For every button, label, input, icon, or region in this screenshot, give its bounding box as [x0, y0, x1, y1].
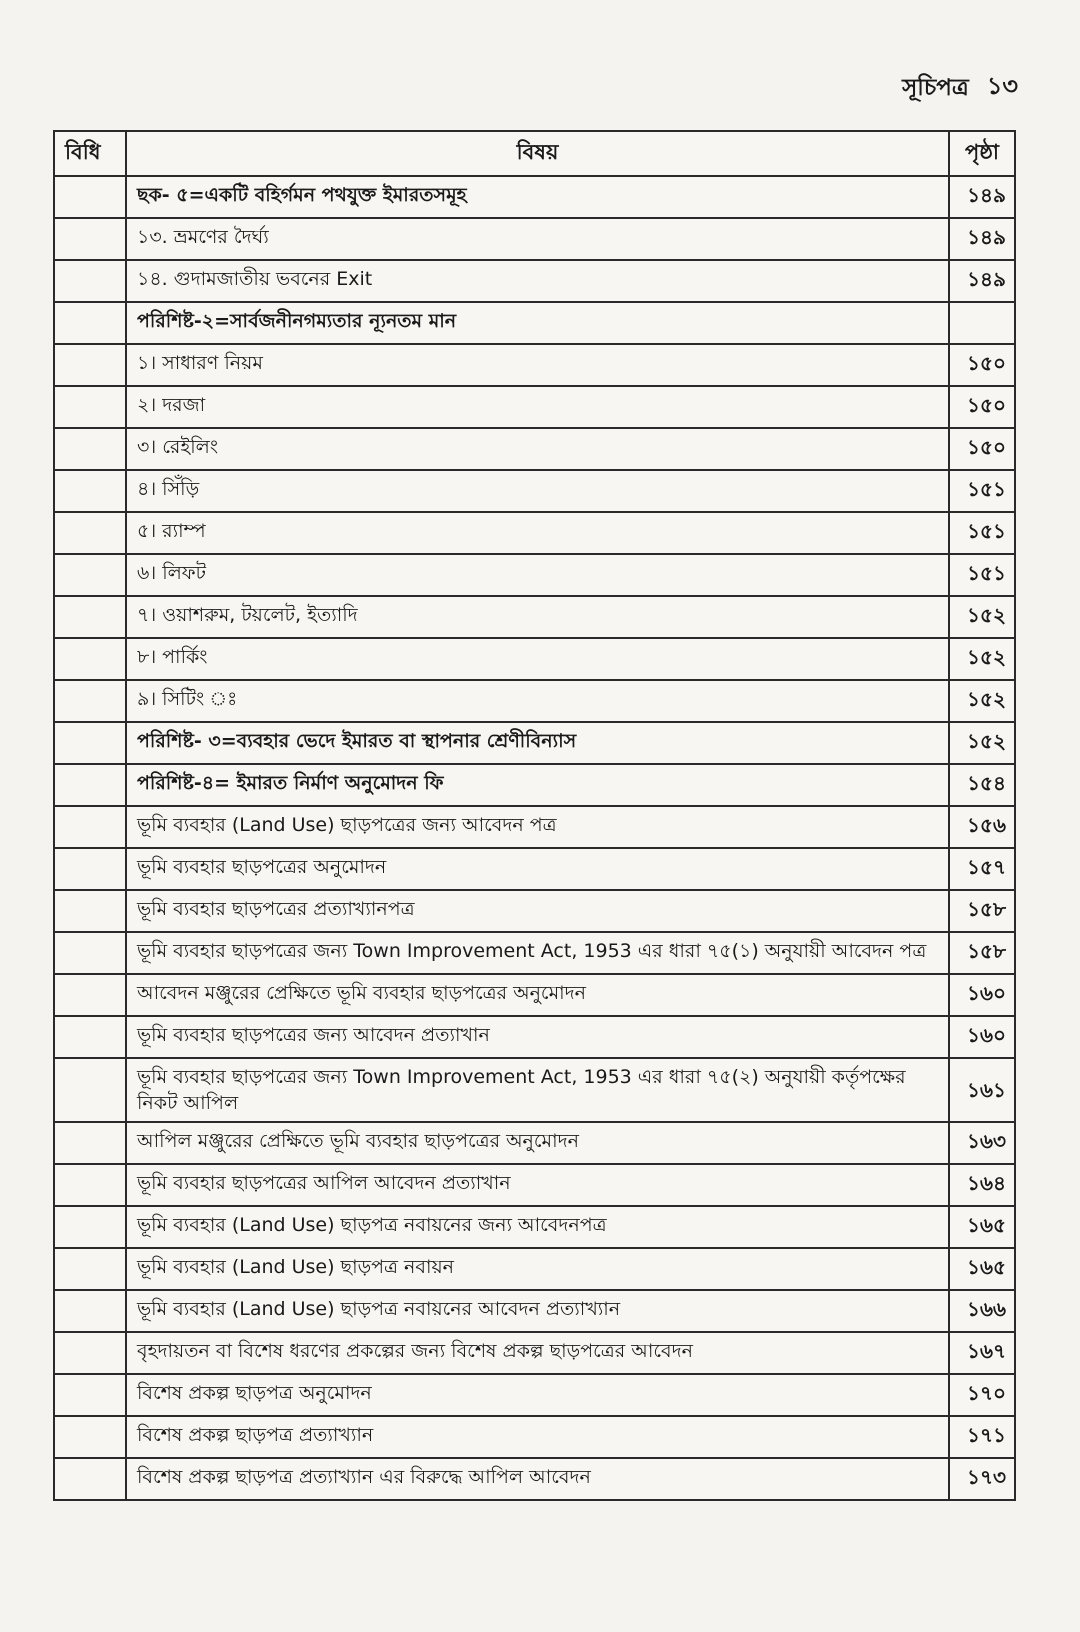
cell-topic: ১৩. ভ্রমণের দৈর্ঘ্য	[126, 218, 949, 260]
cell-page: ১৫১	[949, 554, 1015, 596]
table-header-row	[54, 131, 1015, 176]
cell-page: ১৬০	[949, 1016, 1015, 1058]
cell-topic: ভূমি ব্যবহার ছাড়পত্রের প্রত্যাখ্যানপত্র	[126, 890, 949, 932]
cell-topic: ৫। র‍্যাম্প	[126, 512, 949, 554]
cell-topic: ভূমি ব্যবহার ছাড়পত্রের আপিল আবেদন প্রত্যাখান	[126, 1164, 949, 1206]
cell-rule	[54, 806, 126, 848]
cell-rule	[54, 218, 126, 260]
cell-page: ১৬৩	[949, 1122, 1015, 1164]
cell-page: ১৫৭	[949, 848, 1015, 890]
table-row	[54, 890, 1015, 932]
table-of-contents	[53, 130, 1016, 1501]
cell-page: ১৭১	[949, 1416, 1015, 1458]
cell-rule	[54, 1058, 126, 1122]
cell-rule	[54, 1374, 126, 1416]
cell-topic: ৭। ওয়াশরুম, টয়লেট, ইত্যাদি	[126, 596, 949, 638]
cell-rule	[54, 596, 126, 638]
page-header	[902, 68, 1018, 108]
cell-topic: ৮। পার্কিং	[126, 638, 949, 680]
table-row	[54, 1458, 1015, 1500]
table-row	[54, 176, 1015, 218]
table-row	[54, 1016, 1015, 1058]
cell-page: ১৫৬	[949, 806, 1015, 848]
table-row	[54, 806, 1015, 848]
table-row	[54, 512, 1015, 554]
cell-rule	[54, 428, 126, 470]
cell-page: ১৬৫	[949, 1206, 1015, 1248]
table-row	[54, 1332, 1015, 1374]
table-row	[54, 1374, 1015, 1416]
table-row	[54, 1290, 1015, 1332]
cell-rule	[54, 1016, 126, 1058]
cell-page: ১৪৯	[949, 260, 1015, 302]
cell-topic: ৩। রেইলিং	[126, 428, 949, 470]
cell-topic: পরিশিষ্ট-২=সার্বজনীনগম্যতার ন্যূনতম মান	[126, 302, 949, 344]
cell-rule	[54, 848, 126, 890]
table-row	[54, 680, 1015, 722]
cell-rule	[54, 764, 126, 806]
cell-rule	[54, 638, 126, 680]
cell-rule	[54, 722, 126, 764]
table-row	[54, 722, 1015, 764]
cell-topic: আপিল মঞ্জুরের প্রেক্ষিতে ভূমি ব্যবহার ছাড়পত্রের অনুমোদন	[126, 1122, 949, 1164]
cell-page: ১৫৪	[949, 764, 1015, 806]
table-row	[54, 1058, 1015, 1122]
table-row	[54, 470, 1015, 512]
cell-topic: ভূমি ব্যবহার ছাড়পত্রের জন্য Town Improvement Act, 1953 এর ধারা ৭৫(২) অনুযায়ী কর্তৃপক্ষের নিকট আপিল	[126, 1058, 949, 1122]
table-row	[54, 848, 1015, 890]
cell-rule	[54, 932, 126, 974]
cell-rule	[54, 344, 126, 386]
cell-topic: পরিশিষ্ট- ৩=ব্যবহার ভেদে ইমারত বা স্থাপনার শ্রেণীবিন্যাস	[126, 722, 949, 764]
cell-rule	[54, 1206, 126, 1248]
cell-page: ১৬৬	[949, 1290, 1015, 1332]
cell-rule	[54, 1248, 126, 1290]
table-row	[54, 386, 1015, 428]
cell-page: ১৫০	[949, 344, 1015, 386]
cell-page: ১৫০	[949, 428, 1015, 470]
table-row	[54, 638, 1015, 680]
cell-page: ১৬৫	[949, 1248, 1015, 1290]
cell-page: ১৫৮	[949, 932, 1015, 974]
table-row	[54, 260, 1015, 302]
cell-topic: ভূমি ব্যবহার (Land Use) ছাড়পত্র নবায়নের জন্য আবেদনপত্র	[126, 1206, 949, 1248]
table-row	[54, 302, 1015, 344]
table-row	[54, 554, 1015, 596]
cell-page: ১৫৮	[949, 890, 1015, 932]
table-row	[54, 218, 1015, 260]
cell-topic: ২। দরজা	[126, 386, 949, 428]
cell-rule	[54, 1290, 126, 1332]
cell-topic: পরিশিষ্ট-৪= ইমারত নির্মাণ অনুমোদন ফি	[126, 764, 949, 806]
cell-topic: ১৪. গুদামজাতীয় ভবনের Exit	[126, 260, 949, 302]
table-row	[54, 764, 1015, 806]
column-header-topic: বিষয়	[126, 131, 949, 176]
cell-topic: বিশেষ প্রকল্প ছাড়পত্র প্রত্যাখ্যান	[126, 1416, 949, 1458]
cell-rule	[54, 176, 126, 218]
table-row	[54, 428, 1015, 470]
table-row	[54, 1122, 1015, 1164]
cell-page: ১৪৯	[949, 218, 1015, 260]
cell-topic: ভূমি ব্যবহার (Land Use) ছাড়পত্রের জন্য আবেদন পত্র	[126, 806, 949, 848]
column-header-rule: বিধি	[54, 131, 126, 176]
cell-topic: ছক- ৫=একটি বহির্গমন পথযুক্ত ইমারতসমূহ	[126, 176, 949, 218]
cell-topic: বিশেষ প্রকল্প ছাড়পত্র প্রত্যাখ্যান এর বিরুদ্ধে আপিল আবেদন	[126, 1458, 949, 1500]
cell-topic: ভূমি ব্যবহার ছাড়পত্রের জন্য আবেদন প্রত্যাখান	[126, 1016, 949, 1058]
cell-page: ১৫২	[949, 680, 1015, 722]
cell-topic: ভূমি ব্যবহার (Land Use) ছাড়পত্র নবায়নের আবেদন প্রত্যাখ্যান	[126, 1290, 949, 1332]
table-body	[54, 176, 1015, 1500]
cell-rule	[54, 1164, 126, 1206]
cell-topic: ভূমি ব্যবহার (Land Use) ছাড়পত্র নবায়ন	[126, 1248, 949, 1290]
table-row	[54, 1248, 1015, 1290]
cell-rule	[54, 554, 126, 596]
section-title: সূচিপত্র	[902, 75, 969, 101]
cell-page: ১৫২	[949, 638, 1015, 680]
cell-page: ১৫২	[949, 596, 1015, 638]
cell-rule	[54, 1122, 126, 1164]
table-row	[54, 1206, 1015, 1248]
cell-rule	[54, 890, 126, 932]
cell-page: ১৬৭	[949, 1332, 1015, 1374]
cell-topic: ১। সাধারণ নিয়ম	[126, 344, 949, 386]
cell-rule	[54, 260, 126, 302]
cell-page: ১৫০	[949, 386, 1015, 428]
cell-page: ১৬০	[949, 974, 1015, 1016]
table-row	[54, 344, 1015, 386]
cell-page: ১৫১	[949, 512, 1015, 554]
cell-rule	[54, 1332, 126, 1374]
table-row	[54, 974, 1015, 1016]
cell-rule	[54, 470, 126, 512]
cell-rule	[54, 386, 126, 428]
cell-rule	[54, 680, 126, 722]
cell-topic: বিশেষ প্রকল্প ছাড়পত্র অনুমোদন	[126, 1374, 949, 1416]
cell-page: ১৭০	[949, 1374, 1015, 1416]
cell-page: ১৭৩	[949, 1458, 1015, 1500]
column-header-page: পৃষ্ঠা	[949, 131, 1015, 176]
cell-rule	[54, 512, 126, 554]
cell-topic: আবেদন মঞ্জুরের প্রেক্ষিতে ভূমি ব্যবহার ছাড়পত্রের অনুমোদন	[126, 974, 949, 1016]
cell-page: ১৬১	[949, 1058, 1015, 1122]
cell-page: ১৪৯	[949, 176, 1015, 218]
table-row	[54, 932, 1015, 974]
cell-topic: ৯। সিটিং ঃ	[126, 680, 949, 722]
cell-page	[949, 302, 1015, 344]
table-row	[54, 1416, 1015, 1458]
cell-rule	[54, 302, 126, 344]
cell-topic: ভূমি ব্যবহার ছাড়পত্রের অনুমোদন	[126, 848, 949, 890]
cell-page: ১৫১	[949, 470, 1015, 512]
cell-rule	[54, 974, 126, 1016]
cell-topic: ৬। লিফট	[126, 554, 949, 596]
cell-rule	[54, 1458, 126, 1500]
cell-rule	[54, 1416, 126, 1458]
cell-topic: ভূমি ব্যবহার ছাড়পত্রের জন্য Town Improvement Act, 1953 এর ধারা ৭৫(১) অনুযায়ী আবেদন পত্র	[126, 932, 949, 974]
cell-page: ১৫২	[949, 722, 1015, 764]
table-row	[54, 596, 1015, 638]
page-number: ১৩	[986, 72, 1018, 100]
cell-page: ১৬৪	[949, 1164, 1015, 1206]
table-row	[54, 1164, 1015, 1206]
cell-topic: ৪। সিঁড়ি	[126, 470, 949, 512]
cell-topic: বৃহদায়তন বা বিশেষ ধরণের প্রকল্পের জন্য বিশেষ প্রকল্প ছাড়পত্রের আবেদন	[126, 1332, 949, 1374]
